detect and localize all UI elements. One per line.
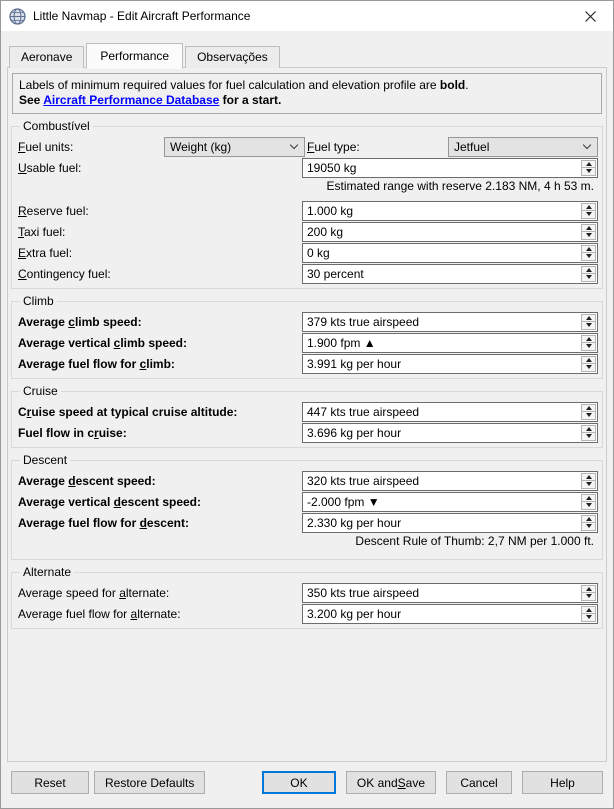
cruise-fuel-flow-label: Fuel flow in cruise: — [18, 425, 127, 440]
ok-and-save-button[interactable]: OK and S ave — [346, 771, 436, 794]
spin-down-icon[interactable] — [582, 592, 595, 600]
extra-fuel-label: Extra fuel: — [18, 245, 73, 260]
performance-tab-pane — [7, 67, 607, 762]
spin-value: 320 kts true airspeed — [307, 473, 420, 488]
climb-fuel-flow-row — [16, 354, 598, 373]
climb-speed-spinbox[interactable] — [302, 312, 598, 332]
extra-fuel-spinbox[interactable] — [302, 243, 598, 263]
spin-buttons — [581, 425, 596, 441]
group-climb — [11, 294, 603, 379]
descent-fuel-flow-row — [16, 513, 598, 532]
descent-fuel-flow-label: Average fuel flow for descent: — [18, 515, 189, 530]
help-button[interactable]: Help — [522, 771, 603, 794]
spin-value: 0 kg — [307, 245, 330, 260]
usable-fuel-spinbox[interactable] — [302, 158, 598, 178]
estimated-range-note: Estimated range with reserve 2.183 NM, 4 h 53 m. — [326, 179, 594, 193]
fuel-units-label: Fuel units: — [18, 139, 74, 154]
spin-value: 3.991 kg per hour — [307, 356, 402, 371]
spin-value: 200 kg — [307, 224, 344, 239]
spin-down-icon[interactable] — [582, 252, 595, 260]
contingency-fuel-row — [16, 264, 598, 283]
alternate-fuel-flow-row — [16, 604, 598, 623]
descent-vertical-speed-spinbox[interactable] — [302, 492, 598, 512]
extra-fuel-row — [16, 243, 598, 262]
cruise-speed-row — [16, 402, 598, 421]
spin-value: 30 percent — [307, 266, 364, 281]
chevron-down-icon — [290, 140, 298, 148]
spin-buttons — [581, 585, 596, 601]
reserve-fuel-spinbox[interactable] — [302, 201, 598, 221]
reserve-fuel-row — [16, 201, 598, 220]
spin-value: 3.696 kg per hour — [307, 425, 402, 440]
spin-down-icon[interactable] — [582, 321, 595, 329]
taxi-fuel-spinbox[interactable] — [302, 222, 598, 242]
cruise-speed-spinbox[interactable] — [302, 402, 598, 422]
descent-rule-of-thumb-note: Descent Rule of Thumb: 2,7 NM per 1.000 ft. — [355, 534, 594, 548]
contingency-fuel-label: Contingency fuel: — [18, 266, 111, 281]
spin-value: -2.000 fpm ▼ — [307, 494, 380, 509]
spin-down-icon[interactable] — [582, 167, 595, 175]
spin-value: 350 kts true airspeed — [307, 585, 420, 600]
tab-aeronave[interactable]: Aeronave — [9, 46, 84, 68]
tab-observacoes[interactable]: Observações — [185, 46, 280, 68]
spin-buttons — [581, 245, 596, 261]
close-icon — [585, 11, 596, 22]
spin-buttons — [581, 473, 596, 489]
spin-value: 1.900 fpm ▲ — [307, 335, 376, 350]
usable-fuel-row — [16, 158, 598, 177]
spin-buttons — [581, 404, 596, 420]
descent-fuel-flow-spinbox[interactable] — [302, 513, 598, 533]
descent-vertical-speed-label: Average vertical descent speed: — [18, 494, 202, 509]
spin-buttons — [581, 224, 596, 240]
spin-buttons — [581, 314, 596, 330]
usable-fuel-label: Usable fuel: — [18, 160, 82, 175]
cancel-button[interactable]: Cancel — [446, 771, 512, 794]
globe-app-icon — [9, 8, 26, 25]
group-cruise — [11, 384, 603, 448]
title-bar — [1, 1, 613, 31]
descent-vertical-speed-row — [16, 492, 598, 511]
spin-value: 19050 kg — [307, 160, 357, 175]
group-descent — [11, 453, 603, 560]
spin-value: 447 kts true airspeed — [307, 404, 420, 419]
spin-down-icon[interactable] — [582, 342, 595, 350]
group-title-combustivel: Combustível — [20, 119, 93, 133]
spin-buttons — [581, 356, 596, 372]
restore-defaults-button[interactable]: Restore Defaults — [94, 771, 205, 794]
reserve-fuel-label: Reserve fuel: — [18, 203, 89, 218]
climb-vertical-speed-spinbox[interactable] — [302, 333, 598, 353]
descent-speed-row — [16, 471, 598, 490]
window-title: Little Navmap - Edit Aircraft Performance — [33, 9, 251, 23]
alternate-fuel-flow-spinbox[interactable] — [302, 604, 598, 624]
spin-down-icon[interactable] — [582, 522, 595, 530]
ok-button[interactable]: OK — [262, 771, 336, 794]
spin-down-icon[interactable] — [582, 613, 595, 621]
spin-buttons — [581, 606, 596, 622]
spin-down-icon[interactable] — [582, 432, 595, 440]
spin-down-icon[interactable] — [582, 210, 595, 218]
alternate-speed-spinbox[interactable] — [302, 583, 598, 603]
info-line-1: Labels of minimum required values for fuel calculation and elevation profile are bold. — [19, 78, 469, 92]
spin-buttons — [581, 203, 596, 219]
info-line-2: See Aircraft Performance Database for a start. — [19, 93, 282, 107]
spin-value: 3.200 kg per hour — [307, 606, 402, 621]
tab-performance[interactable]: Performance — [86, 43, 183, 69]
taxi-fuel-row — [16, 222, 598, 241]
spin-down-icon[interactable] — [582, 231, 595, 239]
group-title-cruise: Cruise — [20, 384, 61, 398]
close-button[interactable] — [568, 1, 613, 31]
spin-buttons — [581, 160, 596, 176]
climb-speed-label: Average climb speed: — [18, 314, 142, 329]
spin-down-icon[interactable] — [582, 501, 595, 509]
spin-down-icon[interactable] — [582, 363, 595, 371]
alternate-speed-label: Average speed for alternate: — [18, 585, 170, 600]
group-title-climb: Climb — [20, 294, 57, 308]
fuel-units-combobox[interactable] — [164, 137, 305, 157]
group-title-descent: Descent — [20, 453, 70, 467]
dialog-button-bar — [1, 762, 613, 808]
contingency-fuel-spinbox[interactable] — [302, 264, 598, 284]
group-combustivel — [11, 119, 603, 289]
chevron-down-icon — [583, 140, 591, 148]
aircraft-performance-database-link[interactable]: Aircraft Performance Database — [43, 93, 220, 107]
cruise-fuel-flow-spinbox[interactable] — [302, 423, 598, 443]
spin-down-icon[interactable] — [582, 411, 595, 419]
climb-fuel-flow-label: Average fuel flow for climb: — [18, 356, 175, 371]
spin-value: 2.330 kg per hour — [307, 515, 402, 530]
spin-value: 1.000 kg — [307, 203, 354, 218]
fuel-type-label: Fuel type: — [307, 139, 360, 154]
reset-button[interactable]: Reset — [11, 771, 89, 794]
fuel-type-selected: Jetfuel — [454, 139, 490, 154]
alternate-speed-row — [16, 583, 598, 602]
climb-vertical-speed-row — [16, 333, 598, 352]
alternate-fuel-flow-label: Average fuel flow for alternate: — [18, 606, 181, 621]
cruise-speed-label: Cruise speed at typical cruise altitude: — [18, 404, 238, 419]
cruise-fuel-flow-row — [16, 423, 598, 442]
spin-down-icon[interactable] — [582, 480, 595, 488]
climb-vertical-speed-label: Average vertical climb speed: — [18, 335, 187, 350]
spin-buttons — [581, 335, 596, 351]
climb-speed-row — [16, 312, 598, 331]
descent-speed-label: Average descent speed: — [18, 473, 156, 488]
fuel-units-selected: Weight (kg) — [170, 139, 232, 154]
spin-down-icon[interactable] — [582, 273, 595, 281]
climb-fuel-flow-spinbox[interactable] — [302, 354, 598, 374]
spin-value: 379 kts true airspeed — [307, 314, 420, 329]
fuel-type-combobox[interactable] — [448, 137, 598, 157]
spin-buttons — [581, 266, 596, 282]
info-frame — [12, 73, 602, 114]
group-alternate — [11, 565, 603, 629]
fuel-units-row — [16, 137, 598, 156]
descent-speed-spinbox[interactable] — [302, 471, 598, 491]
group-title-alternate: Alternate — [20, 565, 74, 579]
taxi-fuel-label: Taxi fuel: — [18, 224, 66, 239]
spin-buttons — [581, 494, 596, 510]
tab-bar — [1, 42, 613, 67]
spin-buttons — [581, 515, 596, 531]
